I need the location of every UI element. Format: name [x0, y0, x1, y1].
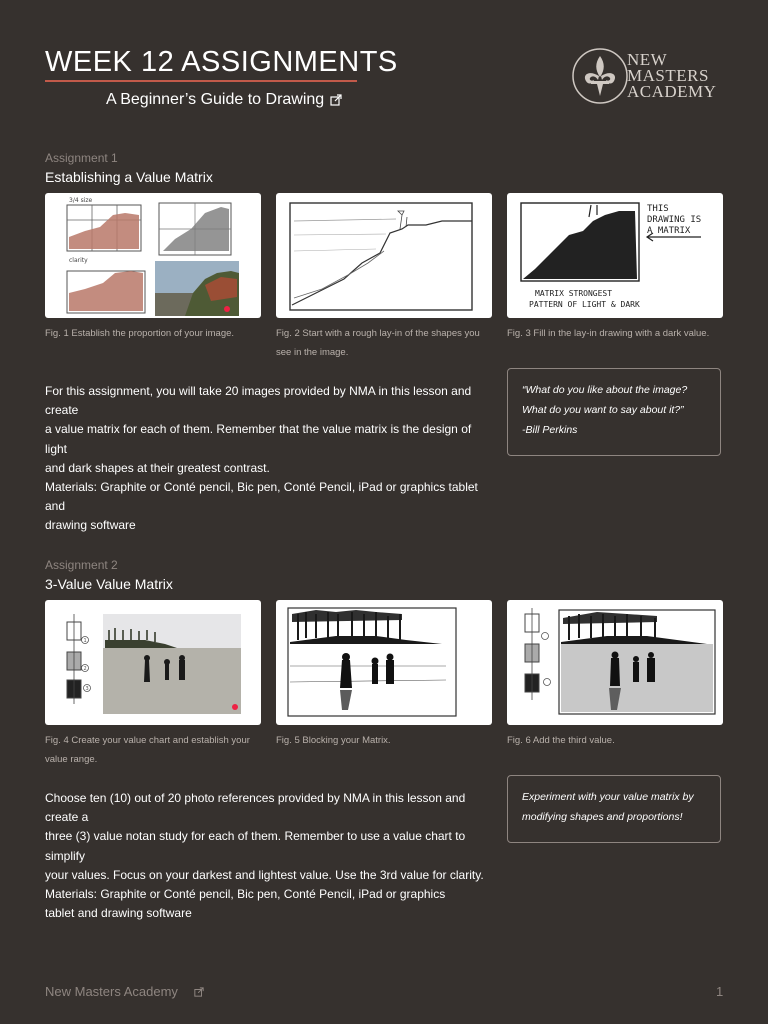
sketch-note: A MATRIX: [647, 226, 691, 236]
tip-line: modifying shapes and proportions!: [522, 811, 683, 823]
value-chart-label: 2: [83, 666, 87, 672]
value-chart-label: 1: [83, 638, 87, 644]
caption-line: value range.: [45, 754, 98, 765]
sketch-note: THIS: [647, 204, 669, 214]
figure-1-image: [45, 193, 261, 318]
materials-line: Materials: Graphite or Conté pencil, Bic pen, Conté Pencil, iPad or graphics tablet and: [45, 480, 478, 514]
body-line: a value matrix for each of them. Remember that the value matrix is the design of light: [45, 422, 472, 456]
body-line: For this assignment, you will take 20 images provided by NMA in this lesson and create: [45, 384, 472, 418]
external-link-icon: [194, 987, 204, 997]
body-line: and dark shapes at their greatest contrast.: [45, 460, 270, 475]
assignment-label: Assignment 2: [45, 558, 118, 572]
sketch-note: PATTERN OF LIGHT & DARK: [529, 300, 640, 309]
caption-line: Fig. 4 Create your value chart and establish your: [45, 735, 250, 746]
footer-brand-link[interactable]: [45, 984, 204, 999]
tip-line: Experiment with your value matrix by: [522, 791, 694, 803]
logo-line: MASTERS: [627, 66, 709, 85]
figure-6-caption: Fig. 6 Add the third value.: [507, 735, 615, 746]
figure-5-caption: Fig. 5 Blocking your Matrix.: [276, 735, 391, 746]
sketch-note: DRAWING IS: [647, 215, 702, 225]
materials-line: Materials: Graphite or Conté pencil, Bic pen, Conté Pencil, iPad or graphics: [45, 887, 446, 902]
sketch-note: clarity: [69, 257, 88, 264]
fleur-de-lis-icon: [573, 49, 627, 103]
course-link-label: A Beginner’s Guide to Drawing: [106, 91, 325, 108]
materials-line: tablet and drawing software: [45, 906, 192, 921]
sketch-note: MATRIX STRONGEST: [535, 289, 613, 298]
logo-line: NEW: [627, 50, 668, 69]
footer-brand: New Masters Academy: [45, 984, 178, 999]
value-chart-label: 3: [85, 686, 89, 692]
page-number: 1: [716, 984, 724, 999]
assignment-title: Establishing a Value Matrix: [45, 169, 213, 185]
body-line: Choose ten (10) out of 20 photo references provided by NMA in this lesson and create a: [45, 791, 466, 825]
sketch-note: 3/4 size: [69, 197, 93, 204]
figure-6-image: [507, 600, 723, 725]
assignment-2-body: [45, 789, 495, 923]
figure-3-image: [507, 193, 723, 318]
title-underline: [45, 80, 357, 82]
course-link[interactable]: [106, 91, 342, 109]
quote-attribution: -Bill Perkins: [522, 424, 578, 436]
figure-3-caption: Fig. 3 Fill in the lay-in drawing with a dark value.: [507, 328, 710, 339]
external-link-icon: [330, 94, 342, 106]
quote-box: [507, 368, 721, 456]
figure-2-image: [276, 193, 492, 318]
assignment-label: Assignment 1: [45, 151, 118, 165]
figure-2-caption: Fig. 2 Start with a rough lay-in of the shapes you see in the image.: [276, 328, 480, 358]
body-line: your values. Focus on your darkest and lightest value. Use the 3rd value for clarity.: [45, 867, 484, 882]
quote-line: “What do you like about the image?: [522, 384, 688, 396]
figure-4-image: [45, 600, 261, 725]
assignment-1-body: [45, 382, 495, 536]
materials-line: drawing software: [45, 518, 136, 533]
body-line: three (3) value notan study for each of them. Remember to use a value chart to simplify: [45, 829, 466, 863]
logo-wordmark: [627, 52, 716, 100]
tip-box: [507, 775, 721, 843]
logo-line: ACADEMY: [627, 82, 717, 101]
figure-4-caption: [45, 731, 263, 769]
quote-line: What do you want to say about it?”: [522, 404, 684, 416]
page-title: WEEK 12 ASSIGNMENTS: [45, 46, 398, 78]
assignment-title: 3-Value Value Matrix: [45, 576, 173, 592]
figure-1-caption: Fig. 1 Establish the proportion of your image.: [45, 328, 235, 339]
figure-5-image: [276, 600, 492, 725]
